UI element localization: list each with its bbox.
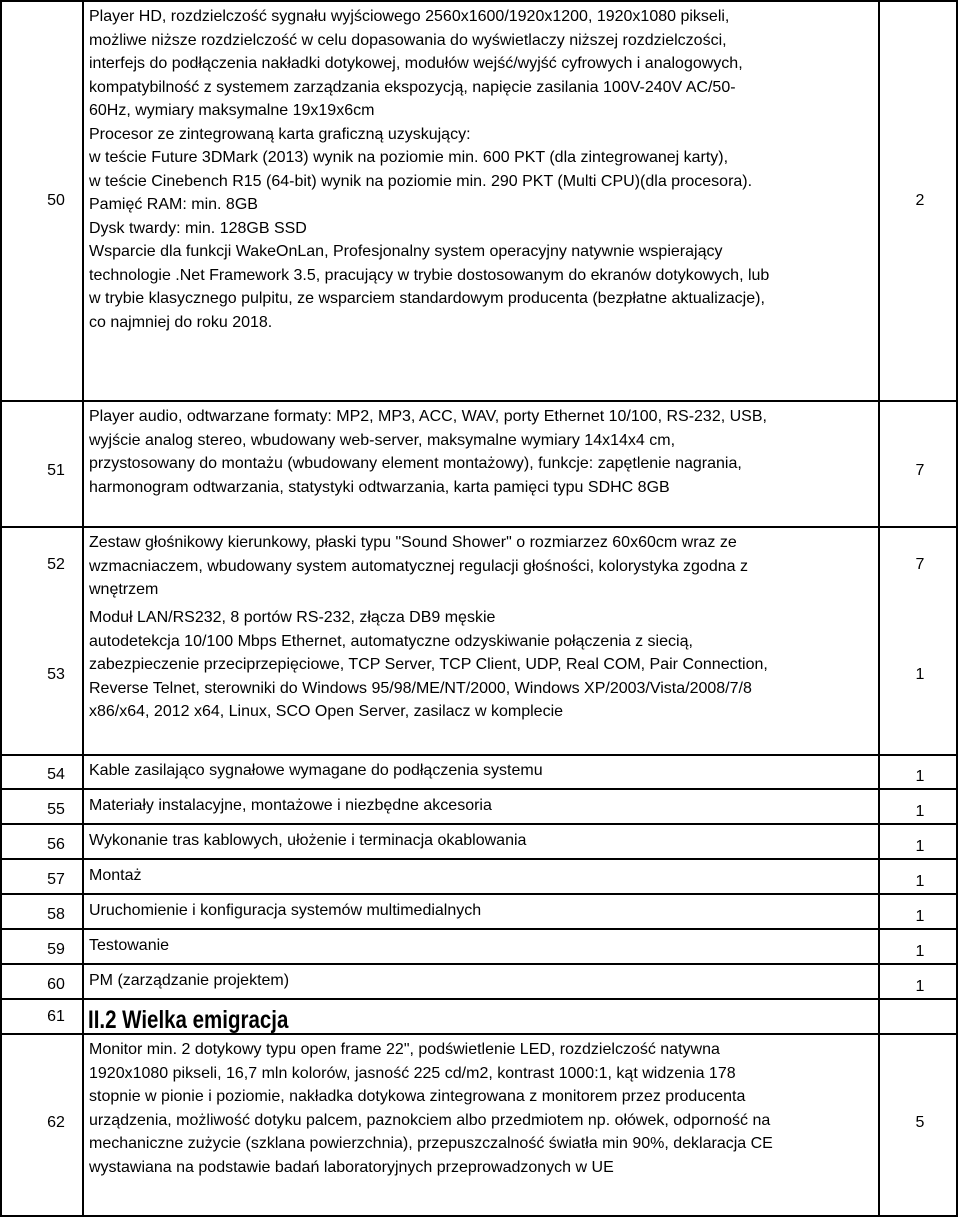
description-line: Player audio, odtwarzane formaty: MP2, MP3, ACC, WAV, porty Ethernet 10/100, RS-232, USB, bbox=[89, 408, 767, 425]
item-quantity: 1 bbox=[915, 978, 925, 995]
item-quantity: 1 bbox=[915, 943, 925, 960]
row-number: 60 bbox=[47, 976, 65, 993]
description-line: x86/x64, 2012 x64, Linux, SCO Open Server, zasilacz w komplecie bbox=[89, 703, 564, 720]
item-quantity: 5 bbox=[915, 1114, 925, 1131]
description-line: Wsparcie dla funkcji WakeOnLan, Profesjonalny system operacyjny natywnie wspierający bbox=[89, 243, 723, 260]
description-line: Testowanie bbox=[89, 937, 170, 954]
row-border bbox=[0, 963, 958, 965]
item-description bbox=[89, 864, 875, 888]
row-border bbox=[0, 400, 958, 402]
item-quantity: 1 bbox=[915, 908, 925, 925]
section-heading: II.2 Wielka emigracja bbox=[88, 1006, 289, 1034]
description-line: Reverse Telnet, sterowniki do Windows 95/98/ME/NT/2000, Windows XP/2003/Vista/2008/7/8 bbox=[89, 679, 752, 697]
description-line: technologie .Net Framework 3.5, pracujący w trybie dostosowanym do ekranów dotykowych, lub bbox=[89, 266, 770, 284]
row-number: 58 bbox=[47, 906, 65, 923]
item-quantity: 1 bbox=[915, 873, 925, 890]
description-line: w teście Cinebench R15 (64-bit) wynik na poziomie min. 290 PKT (Multi CPU)(dla procesora). bbox=[89, 172, 753, 190]
description-line: Materiały instalacyjne, montażowe i niezbędne akcesoria bbox=[89, 797, 492, 814]
item-description bbox=[89, 405, 875, 499]
description-line: w teście Future 3DMark (2013) wynik na poziomie min. 600 PKT (dla zintegrowanej karty), bbox=[89, 149, 729, 166]
row-number: 59 bbox=[47, 941, 65, 958]
row-border bbox=[0, 0, 958, 2]
item-description bbox=[89, 531, 875, 602]
item-quantity: 1 bbox=[915, 838, 925, 855]
item-description bbox=[89, 829, 875, 853]
description-line: wnętrzem bbox=[89, 581, 159, 598]
description-line: Kable zasilająco sygnałowe wymagane do podłączenia systemu bbox=[89, 762, 543, 779]
item-quantity: 2 bbox=[915, 192, 925, 209]
row-number: 53 bbox=[47, 666, 65, 683]
description-line: w trybie klasycznego pulpitu, ze wsparciem standardowym producenta (bezpłatne aktualizacje), bbox=[89, 290, 765, 307]
row-border bbox=[0, 928, 958, 930]
description-line: zabezpieczenie przeciprzepięciowe, TCP Server, TCP Client, UDP, Real COM, Pair Connection, bbox=[89, 656, 768, 673]
description-line: co najmniej do roku 2018. bbox=[89, 313, 273, 331]
row-border bbox=[0, 788, 958, 790]
description-line: 1920x1080 pikseli, 16,7 mln kolorów, jasność 225 cd/m2, kontrast 1000:1, kąt widzenia 178 bbox=[89, 1064, 736, 1082]
description-line: Uruchomienie i konfiguracja systemów multimedialnych bbox=[89, 902, 482, 919]
item-description bbox=[89, 794, 875, 818]
row-number: 56 bbox=[47, 836, 65, 853]
description-line: Montaż bbox=[89, 867, 142, 884]
description-line: wyjście analog stereo, wbudowany web-server, maksymalne wymiary 14x14x4 cm, bbox=[89, 431, 676, 449]
row-number: 52 bbox=[47, 556, 65, 573]
description-line: Zestaw głośnikowy kierunkowy, płaski typu "Sound Shower" o rozmiarzez 60x60cm wraz ze bbox=[89, 534, 737, 551]
item-quantity: 1 bbox=[915, 803, 925, 820]
description-line: harmonogram odtwarzania, statystyki odtwarzania, karta pamięci typu SDHC 8GB bbox=[89, 478, 670, 496]
item-description bbox=[89, 899, 875, 923]
description-line: Monitor min. 2 dotykowy typu open frame 22", podświetlenie LED, rozdzielczość natywna bbox=[89, 1041, 720, 1058]
description-line: możliwe niższe rozdzielczość w celu dopasowania do wyświetlaczy niższej rozdzielczości, bbox=[89, 31, 727, 49]
description-line: autodetekcja 10/100 Mbps Ethernet, automatyczne odzyskiwanie połączenia z siecią, bbox=[89, 632, 693, 650]
row-border bbox=[0, 754, 958, 756]
row-number: 50 bbox=[47, 192, 65, 209]
item-quantity: 1 bbox=[915, 666, 925, 683]
description-line: wzmacniaczem, wbudowany system automatycznej regulacji głośności, kolorystyka zgodna z bbox=[89, 557, 748, 575]
item-description bbox=[89, 606, 875, 724]
row-border bbox=[0, 526, 958, 528]
row-number: 62 bbox=[47, 1114, 65, 1131]
description-line: Dysk twardy: min. 128GB SSD bbox=[89, 219, 307, 237]
description-line: interfejs do podłączenia nakładki dotykowej, modułów wejść/wyjść cyfrowych i analogowych, bbox=[89, 55, 743, 72]
description-line: mechaniczne zużycie (szklana powierzchnia), przepuszczalność światła min 90%, deklaracja CE bbox=[89, 1135, 773, 1152]
description-line: PM (zarządzanie projektem) bbox=[89, 972, 290, 989]
description-line: Player HD, rozdzielczość sygnału wyjściowego 2560x1600/1920x1200, 1920x1080 pikseli, bbox=[89, 8, 730, 25]
description-line: stopnie w pionie i poziomie, nakładka dotykowa zintegrowana z monitorem przez producenta bbox=[89, 1088, 746, 1105]
item-quantity: 7 bbox=[915, 556, 925, 573]
description-line: Procesor ze zintegrowaną karta graficzną uzyskujący: bbox=[89, 125, 471, 143]
item-description bbox=[89, 1038, 875, 1179]
item-description bbox=[89, 934, 875, 958]
item-description bbox=[89, 5, 875, 334]
row-number: 54 bbox=[47, 766, 65, 783]
row-border bbox=[0, 858, 958, 860]
description-line: kompatybilność z systemem zarządzania ekspozycją, napięcie zasilania 100V-240V AC/50- bbox=[89, 78, 736, 96]
item-quantity: 1 bbox=[915, 768, 925, 785]
item-quantity: 7 bbox=[915, 462, 925, 479]
row-number: 61 bbox=[47, 1008, 65, 1025]
description-line: urządzenia, możliwość dotyku palcem, paznokciem albo przedmiotem np. ołówek, odporność na bbox=[89, 1111, 771, 1129]
row-number: 51 bbox=[47, 462, 65, 479]
description-line: Wykonanie tras kablowych, ułożenie i terminacja okablowania bbox=[89, 832, 527, 849]
row-number: 55 bbox=[47, 801, 65, 818]
description-line: 60Hz, wymiary maksymalne 19x19x6cm bbox=[89, 102, 375, 119]
row-number: 57 bbox=[47, 871, 65, 888]
description-line: przystosowany do montażu (wbudowany element montażowy), funkcje: zapętlenie nagrania, bbox=[89, 455, 742, 472]
item-description bbox=[89, 969, 875, 993]
row-border bbox=[0, 998, 958, 1000]
description-line: Moduł LAN/RS232, 8 portów RS-232, złącza DB9 męskie bbox=[89, 609, 496, 626]
row-border bbox=[0, 893, 958, 895]
description-line: Pamięć RAM: min. 8GB bbox=[89, 196, 258, 213]
row-border bbox=[0, 823, 958, 825]
item-description bbox=[89, 759, 875, 783]
description-line: wystawiana na podstawie badań laboratoryjnych przeprowadzonych w UE bbox=[89, 1158, 614, 1176]
